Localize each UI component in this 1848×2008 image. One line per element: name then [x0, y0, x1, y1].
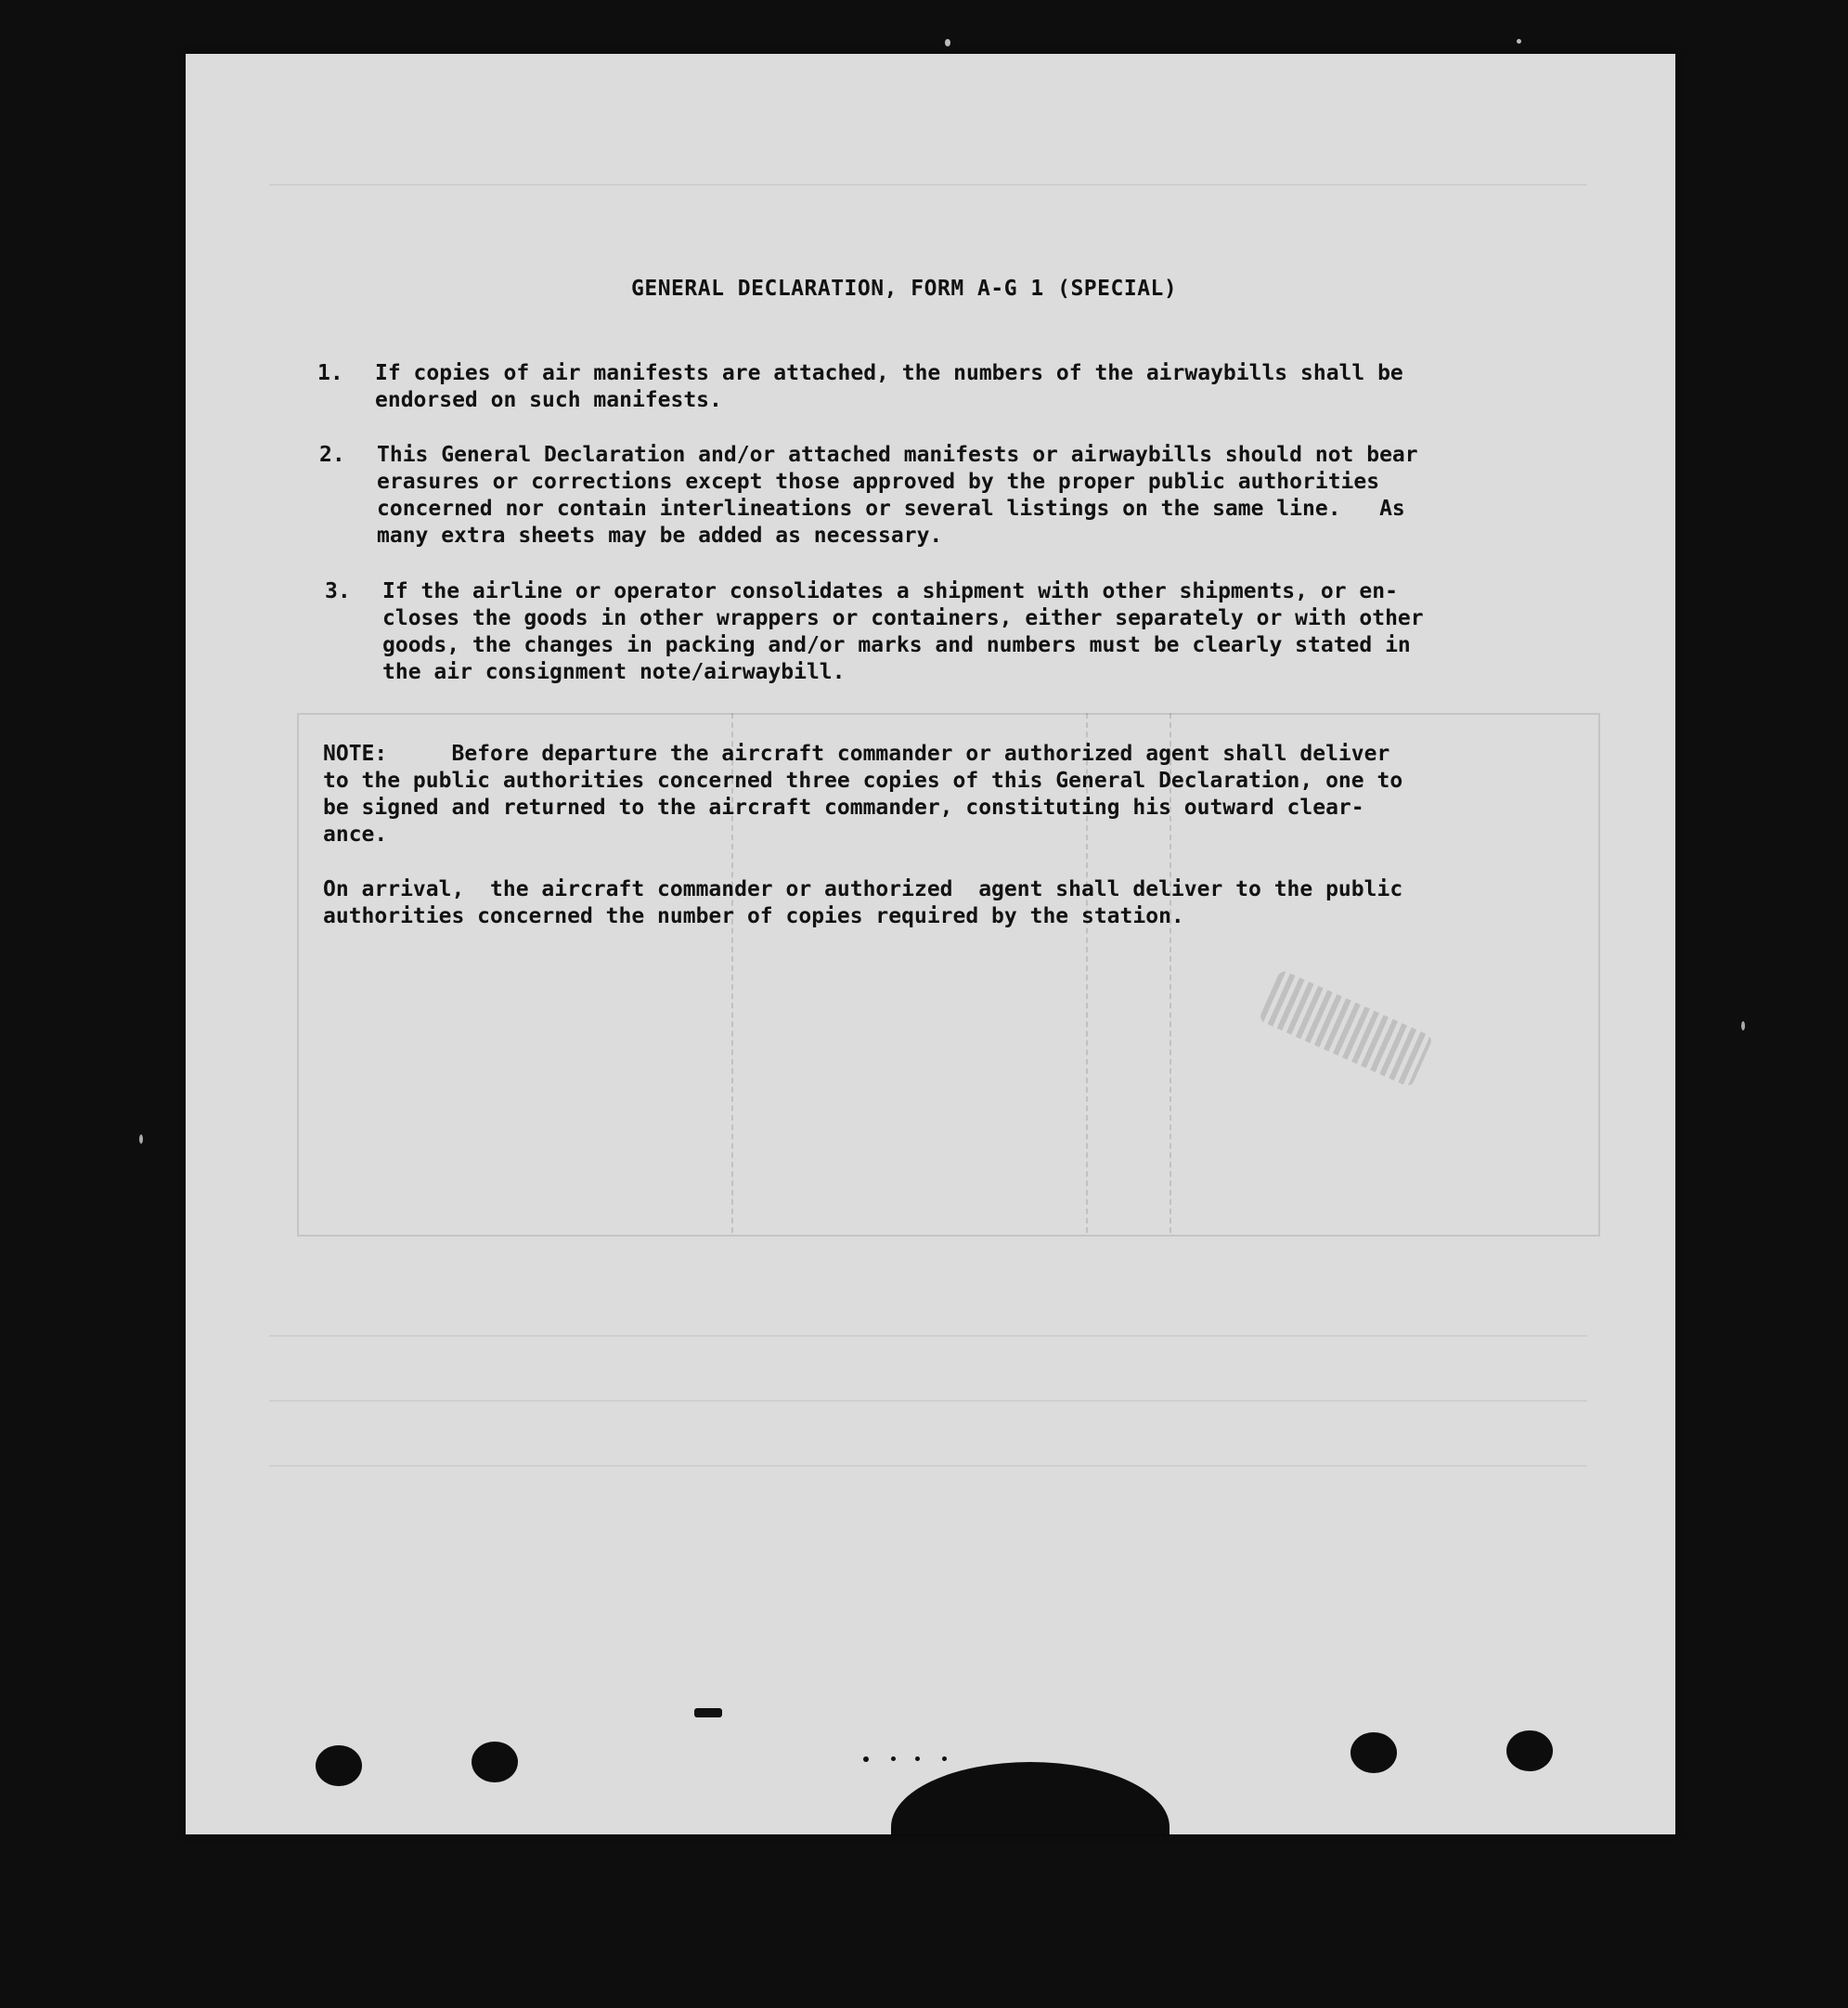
scan-speck — [1517, 39, 1521, 44]
document-title: GENERAL DECLARATION, FORM A-G 1 (SPECIAL) — [631, 277, 1178, 301]
item-line: closes the goods in other wrappers or containers, either separately or with other — [382, 606, 1424, 630]
declaration-item-2 — [319, 442, 1418, 550]
scan-speck — [915, 1756, 920, 1761]
punch-hole — [472, 1742, 518, 1782]
punch-hole — [1506, 1730, 1553, 1771]
item-line: concerned nor contain interlineations or several listings on the same line. As — [377, 497, 1405, 521]
bleed-through-line — [269, 1400, 1587, 1402]
arrival-note — [323, 876, 1402, 930]
bleed-through-line — [269, 184, 1587, 186]
scan-speck — [694, 1708, 722, 1717]
document-page — [186, 54, 1675, 1834]
torn-edge — [891, 1762, 1170, 1834]
note-line: be signed and returned to the aircraft commander, constituting his outward clear- — [323, 796, 1364, 820]
item-number: 2. — [319, 443, 345, 467]
arrival-line: authorities concerned the number of copies required by the station. — [323, 904, 1184, 928]
scan-speck — [945, 39, 950, 46]
note-line: NOTE: Before departure the aircraft commander or authorized agent shall deliver — [323, 742, 1390, 766]
item-line: This General Declaration and/or attached manifests or airwaybills should not bear — [377, 443, 1418, 467]
bleed-through-line — [269, 1465, 1587, 1467]
item-text — [377, 442, 1418, 550]
scan-speck — [942, 1756, 947, 1761]
item-line: erasures or corrections except those approved by the proper public authorities — [377, 470, 1380, 494]
item-line: goods, the changes in packing and/or marks and numbers must be clearly stated in — [382, 633, 1411, 657]
departure-note — [323, 741, 1402, 849]
item-line: the air consignment note/airwaybill. — [382, 660, 846, 684]
punch-hole — [316, 1745, 362, 1786]
note-line: ance. — [323, 823, 388, 847]
scan-speck — [891, 1756, 896, 1761]
item-line: If copies of air manifests are attached, the numbers of the airwaybills shall be — [375, 361, 1403, 385]
item-line: endorsed on such manifests. — [375, 388, 722, 412]
scan-speck — [139, 1134, 143, 1144]
scan-speck — [863, 1756, 869, 1762]
item-line: If the airline or operator consolidates a shipment with other shipments, or en- — [382, 579, 1398, 603]
item-number: 1. — [317, 361, 343, 385]
item-text — [382, 578, 1424, 686]
declaration-item-3 — [325, 578, 1424, 686]
item-text — [375, 360, 1403, 414]
arrival-line: On arrival, the aircraft commander or authorized agent shall deliver to the public — [323, 877, 1403, 901]
item-line: many extra sheets may be added as necessary. — [377, 524, 943, 548]
note-line: to the public authorities concerned three copies of this General Declaration, one to — [323, 769, 1403, 793]
punch-hole — [1350, 1732, 1397, 1773]
item-number: 3. — [325, 579, 351, 603]
scan-speck — [1741, 1021, 1745, 1030]
bleed-through-line — [269, 1335, 1587, 1337]
